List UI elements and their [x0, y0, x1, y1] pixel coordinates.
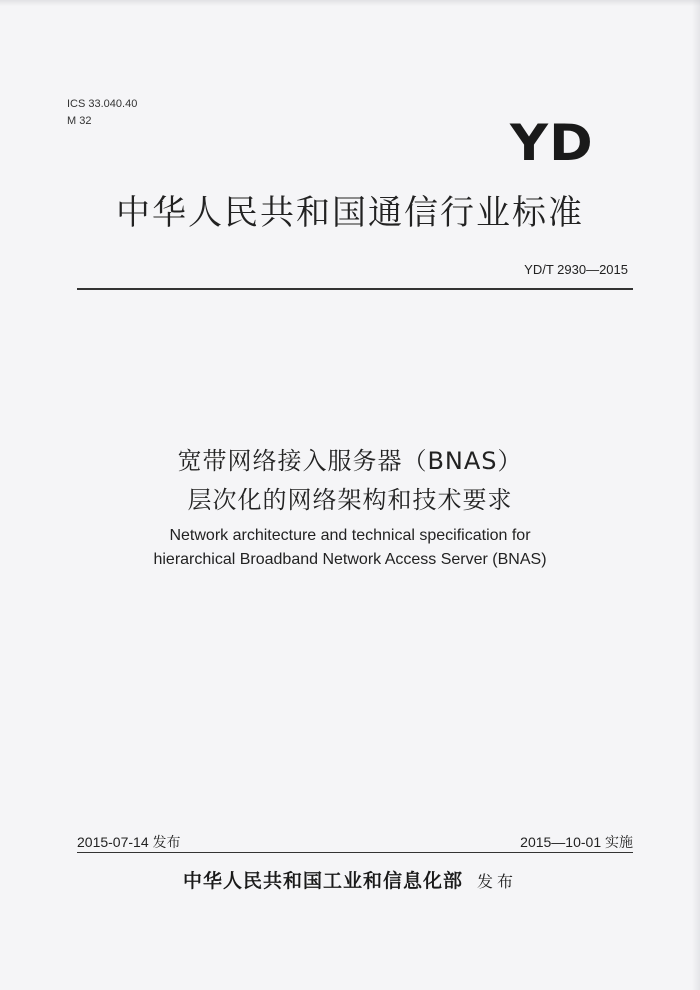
chinese-title-line-1: 宽带网络接入服务器（BNAS） [177, 447, 523, 475]
bottom-divider [77, 852, 633, 853]
ics-code: ICS 33.040.40 [67, 98, 138, 110]
english-title-line-2: hierarchical Broadband Network Access Server (BNAS) [153, 551, 547, 568]
standard-number: YD/T 2930—2015 [524, 262, 628, 277]
standard-type-title: 中华人民共和国通信行业标准 [116, 193, 584, 233]
top-divider [77, 288, 633, 290]
english-title-line-1: Network architecture and technical specification for [169, 527, 531, 544]
chinese-title-line-2: 层次化的网络架构和技术要求 [187, 486, 513, 514]
issuer-name: 中华人民共和国工业和信息化部 [182, 870, 463, 892]
category-code: M 32 [67, 115, 92, 127]
effective-date: 2015—10-01 实施 [520, 834, 633, 850]
issuer-line [0, 866, 700, 893]
yd-logo: YD [510, 114, 594, 172]
scan-top-shadow [0, 0, 700, 6]
publish-label: 发布 [477, 872, 518, 891]
issue-date: 2015-07-14 发布 [77, 834, 181, 850]
classification-block [67, 96, 137, 130]
